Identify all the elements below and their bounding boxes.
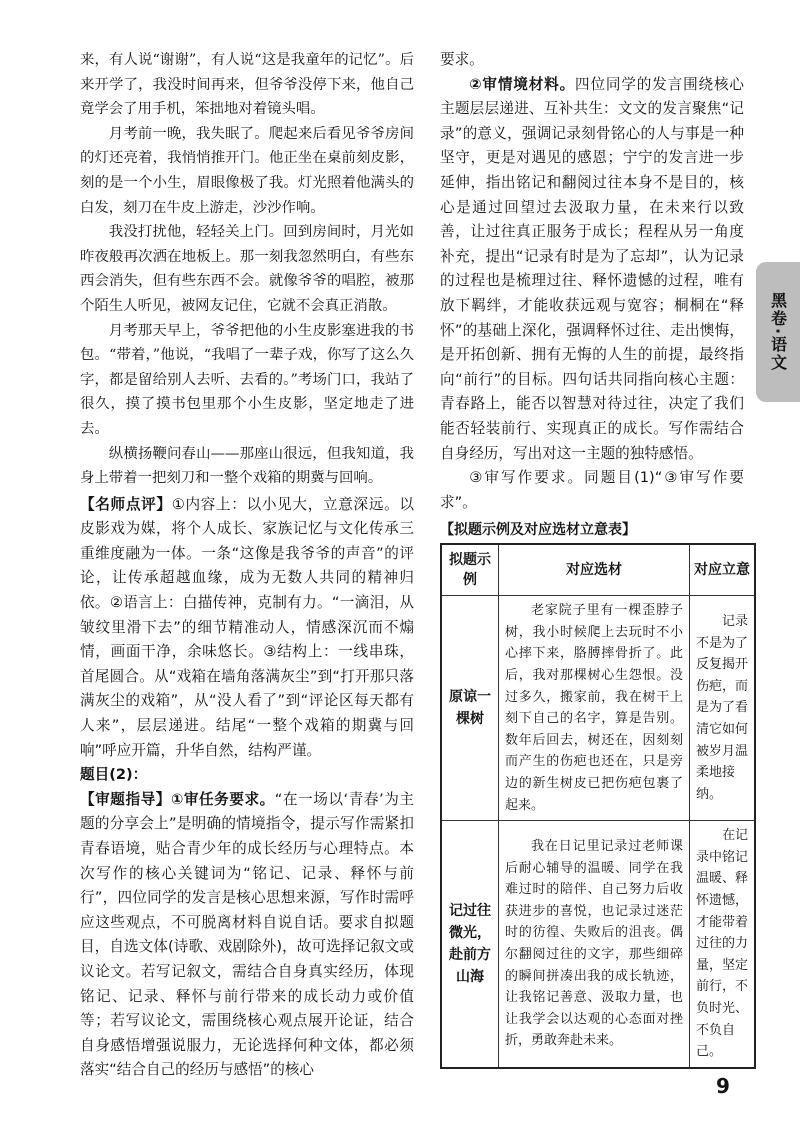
table-title: 【拟题示例及对应选材立意表】 <box>440 522 636 539</box>
table-row <box>441 821 755 1068</box>
subject-side-tab <box>756 262 800 402</box>
teacher-comment-text: ①内容上：以小见大，立意深远。以皮影戏为媒，将个人成长、家族记忆与文化传承三重维度融为一体。一条“这像是我爷爷的声音”的评论，让传承超越血缘，成为无数人共同的精神归依。②语言上：白描传神，克制有力。“一滴泪，从皱纹里滑下去”的细节精准动人，情感深沉而不煽情，画面干净，余味悠长。③结构上：一线串珠，首尾圆合。从“戏箱在墙角落满灰尘”到“打开那只落满灰尘的戏箱”，从“没人看了”到“评论区每天都有人来”，层层递进。结尾“一整个戏箱的期冀与回响”呼应开篇，升华自然，结构严谨。 <box>80 495 414 759</box>
page-number: 9 <box>716 1074 730 1098</box>
table-row <box>441 596 755 821</box>
situation-analysis <box>440 73 744 467</box>
example-material: 老家院子里有一棵歪脖子树，我小时候爬上去玩时不小心摔下来，胳膊摔骨折了。此后，我对那棵树心生怨恨。没过多久，搬家前，我在树干上刻下自己的名字，算是告别。数年后回去，树还在，因刻刻而产生的伤疤也还在，只是旁边的新生树皮已把伤疤包裹了起来。 <box>499 596 690 821</box>
essay-paragraph: 来，有人说“谢谢”，有人说“这是我童年的记忆”。后来开学了，我没时间再来，但爷爷没停下来，他自己竟学会了用手机，笨拙地对着镜头唱。 <box>80 52 414 118</box>
situation-analysis-text: 四位同学的发言围绕核心主题层层递进、互补共生：文文的发言聚焦“记录”的意义，强调记录刻骨铭心的人与事是一种坚守，更是对遇见的感恩；宁宁的发言进一步延伸，指出铭记和翻阅过往本身不是目的，核心是通过回望过去汲取力量，在未来行以致善，让过往真正服务于成长；程程从另一角度补充，提出“记录有时是为了忘却”，认为记录的过程也是梳理过往、释怀遗憾的过程，唯有放下羁绊，才能收获远观与宽容；桐桐在“释怀”的基础上深化，强调释怀过往、走出懊悔，是开拓创新、拥有无悔的人生的前提，最终指向“前行”的目标。四句话共同指向核心主题：青春路上，能否以智慧对待过往，决定了我们能否轻装前行、实现真正的成长。写作需结合自身经历，写出对这一主题的独特感悟。 <box>440 75 744 462</box>
review-guide-label: 【审题指导】 <box>80 790 171 808</box>
example-title: 原谅一棵树 <box>441 596 499 821</box>
essay-paragraph: 纵横扬鞭问春山——那座山很远，但我知道，我身上带着一把刻刀和一整个戏箱的期冀与回响。 <box>80 445 414 487</box>
table-header: 对应选材 <box>499 544 690 596</box>
table-header: 拟题示例 <box>441 544 499 596</box>
situation-analysis-lead: ②审情境材料。 <box>469 75 576 93</box>
example-intent: 记录不是为了反复揭开伤疤，而是为了看清它如何被岁月温柔地接纳。 <box>690 596 756 821</box>
teacher-comment-label: 【名师点评】 <box>80 495 172 513</box>
table-header: 对应立意 <box>690 544 756 596</box>
table-header-row <box>441 544 755 596</box>
side-tab-label: 黑卷·语文 <box>768 291 788 373</box>
right-column <box>440 48 750 1069</box>
question-heading: 题目(2)： <box>80 766 148 784</box>
left-column <box>80 48 414 1083</box>
topic-material-table <box>440 543 756 1068</box>
teacher-comment <box>80 493 414 764</box>
example-title: 记过往微光，赴前方山海 <box>441 821 499 1068</box>
example-intent: 在记录中铭记温暖、释怀遗憾，才能带着过往的力量，坚定前行，不负时光、不负自己。 <box>690 821 756 1068</box>
review-guide <box>80 788 414 1083</box>
guide-continuation: 要求。 <box>440 51 484 68</box>
review-guide-text: “在一场以‘青春’为主题的分享会上”是明确的情境指令，提示写作需紧扣青春语境，贴合青少年的成长经历与心理特点。本次写作的核心关键词为“铭记、记录、释怀与前行”，四位同学的发言是核心思想来源，写作时需呼应这些观点，不可脱离材料自说自话。要求自拟题目，自选文体(诗歌、戏剧除外)，故可选择记叙文或议论文。若写记叙文，需结合自身真实经历，体现铭记、记录、释怀与前行带来的成长动力或价值等；若写议论文，需围绕核心观点展开论证，结合自身感悟增强说服力，无论选择何种文体，都必须落实“结合自己的经历与感悟”的核心 <box>80 790 414 1079</box>
example-material: 我在日记里记录过老师课后耐心辅导的温暖、同学在我难过时的陪伴、自己努力后收获进步的喜悦，也记录过迷茫时的彷徨、失败后的沮丧。偶尔翻阅过往的文字，那些细碎的瞬间拼凑出我的成长轨迹，让我铭记善意、汲取力量，也让我学会以达观的心态面对挫折，勇敢奔赴未来。 <box>499 821 690 1068</box>
review-guide-lead: ①审任务要求。 <box>170 790 275 808</box>
writing-requirement: ③审写作要求。同题目(1)“③审写作要求”。 <box>440 469 744 511</box>
essay-paragraph: 月考前一晚，我失眠了。爬起来后看见爷爷房间的灯还亮着，我悄悄推开门。他正坐在桌前刻皮影，刻的是一个小生，眉眼像极了我。灯光照着他满头的白发，刻刀在牛皮上游走，沙沙作响。 <box>80 125 414 216</box>
essay-paragraph: 我没打扰他，轻轻关上门。回到房间时，月光如昨夜般再次洒在地板上。那一刻我忽然明白，有些东西会消失，但有些东西不会。就像爷爷的唱腔，被那个陌生人听见，被网友记住，它就不会真正消散。 <box>80 224 414 314</box>
essay-paragraph: 月考那天早上，爷爷把他的小生皮影塞进我的书包。“带着，”他说，“我唱了一辈子戏，你写了这么久字，都是留给别人去听、去看的。”考场门口，我站了很久，摸了摸书包里那个小生皮影，坚定地走了进去。 <box>80 322 414 437</box>
